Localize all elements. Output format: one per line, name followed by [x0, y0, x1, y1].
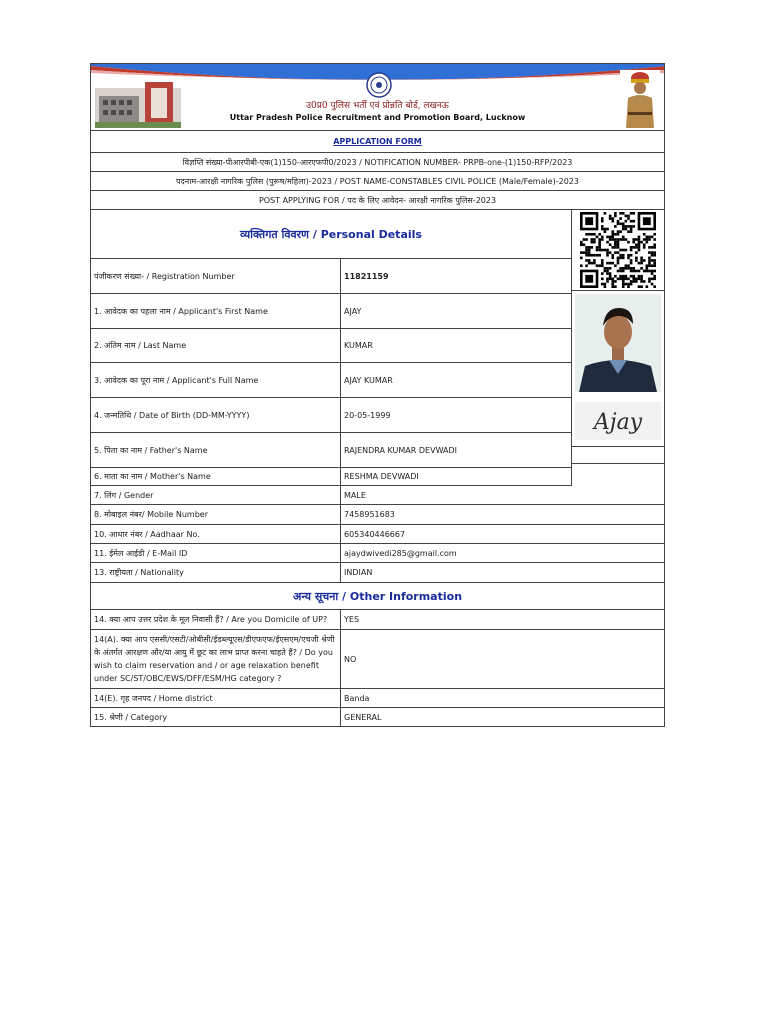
field-label: 7. लिंग / Gender — [91, 486, 341, 504]
domicile-value: YES — [344, 615, 360, 624]
form-title: APPLICATION FORM — [91, 131, 664, 153]
table-row — [91, 329, 571, 363]
aadhaar-number-value: 605340446667 — [344, 529, 406, 539]
applicant-photo — [575, 294, 661, 392]
table-row — [91, 486, 664, 505]
mobile-number-value: 7458951683 — [344, 510, 395, 519]
field-label: 14(E). गृह जनपद / Home district — [91, 689, 341, 707]
personal-details-section — [91, 210, 664, 486]
reservation-claim-value: NO — [344, 654, 357, 664]
applicant-signature — [575, 402, 661, 440]
table-row — [91, 630, 664, 689]
table-row — [91, 433, 571, 468]
table-row — [91, 398, 571, 433]
field-label: 15. श्रेणी / Category — [91, 708, 341, 726]
police-officer-image — [620, 70, 660, 128]
nationality-value: INDIAN — [344, 568, 373, 577]
table-row — [91, 563, 664, 583]
signature-text: Ajay — [593, 409, 643, 435]
last-name-value: KUMAR — [344, 341, 373, 350]
table-row — [91, 294, 571, 329]
table-row — [91, 259, 571, 294]
notification-number: विज्ञप्ति संख्या-पीआरपीबी-एक(1)150-आरएफपी0/2023 / NOTIFICATION NUMBER- PRPB-one-(1)150-RFP/2023 — [91, 153, 664, 172]
photo-column — [572, 210, 664, 486]
other-information-title: अन्य सूचना / Other Information — [91, 583, 664, 610]
father-name-value: RAJENDRA KUMAR DEVWADI — [344, 445, 458, 455]
table-row — [91, 363, 571, 398]
field-label: 14(A). क्या आप एससी/एसटी/ओबीसी/ईडब्ल्यूएस/डीएफएफ/ईएसएम/एचजी श्रेणी के अंतर्गत आरक्षण और/या आयु में छूट का लाभ प्राप्त करना चाहते हैं? / Do you wish to claim reservation and / or age relaxation benefit under SC/ST/OBC/EWS/DFF/ESM/HG category ? — [91, 630, 341, 688]
form-header — [91, 64, 664, 131]
first-name-value: AJAY — [344, 306, 362, 316]
field-label: 4. जन्मतिथि / Date of Birth (DD-MM-YYYY) — [91, 398, 341, 432]
signature-box — [572, 395, 664, 447]
full-name-value: AJAY KUMAR — [344, 375, 393, 385]
application-form — [90, 63, 665, 727]
field-label: 3. आवेदक का पूरा नाम / Applicant's Full Name — [91, 363, 341, 397]
field-label: 11. ईमेल आईडी / E-Mail ID — [91, 544, 341, 562]
personal-details-title: व्यक्तिगत विवरण / Personal Details — [91, 210, 571, 259]
personal-details-table — [91, 210, 572, 486]
board-name-english: Uttar Pradesh Police Recruitment and Promotion Board, Lucknow — [229, 113, 526, 122]
applicant-photo-box — [572, 291, 664, 395]
field-label: 1. आवेदक का पहला नाम / Applicant's First Name — [91, 294, 341, 328]
table-row — [91, 544, 664, 563]
board-name-hindi: उ0प्र0 पुलिस भर्ती एवं प्रोन्नति बोर्ड, लखनऊ — [306, 101, 449, 111]
qr-code-box — [572, 210, 664, 291]
post-applying-for: POST APPLYING FOR / पद के लिए आवेदन- आरक्षी नागरिक पुलिस-2023 — [91, 191, 664, 210]
registration-number-value: 11821159 — [344, 271, 389, 281]
field-label: 13. राष्ट्रीयता / Nationality — [91, 563, 341, 582]
field-label: 8. मोबाइल नंबर/ Mobile Number — [91, 505, 341, 524]
field-label: 6. माता का नाम / Mother's Name — [91, 468, 341, 485]
category-value: GENERAL — [344, 712, 382, 722]
date-of-birth-value: 20-05-1999 — [344, 410, 391, 420]
field-label: 10. आधार नंबर / Aadhaar No. — [91, 525, 341, 543]
table-row — [91, 525, 664, 544]
qr-code-icon — [580, 212, 656, 288]
field-label: 5. पिता का नाम / Father's Name — [91, 433, 341, 467]
post-name: पदनाम-आरक्षी नागरिक पुलिस (पुरूष/महिला)-2023 / POST NAME-CONSTABLES CIVIL POLICE (Male/Female)-2023 — [91, 172, 664, 191]
empty-cell — [572, 447, 664, 464]
gender-value: MALE — [344, 490, 366, 500]
table-row — [91, 610, 664, 630]
field-label: पंजीकरण संख्या- / Registration Number — [91, 259, 341, 293]
field-label: 2. अंतिम नाम / Last Name — [91, 329, 341, 362]
table-row — [91, 468, 571, 486]
table-row — [91, 708, 664, 726]
email-value: ajaydwivedi285@gmail.com — [344, 548, 457, 558]
field-label: 14. क्या आप उत्तर प्रदेश के मूल निवासी हैं? / Are you Domicile of UP? — [91, 610, 341, 629]
home-district-value: Banda — [344, 693, 370, 703]
table-row — [91, 689, 664, 708]
up-police-emblem-icon — [366, 72, 392, 98]
mother-name-value: RESHMA DEVWADI — [344, 472, 419, 481]
table-row — [91, 505, 664, 525]
